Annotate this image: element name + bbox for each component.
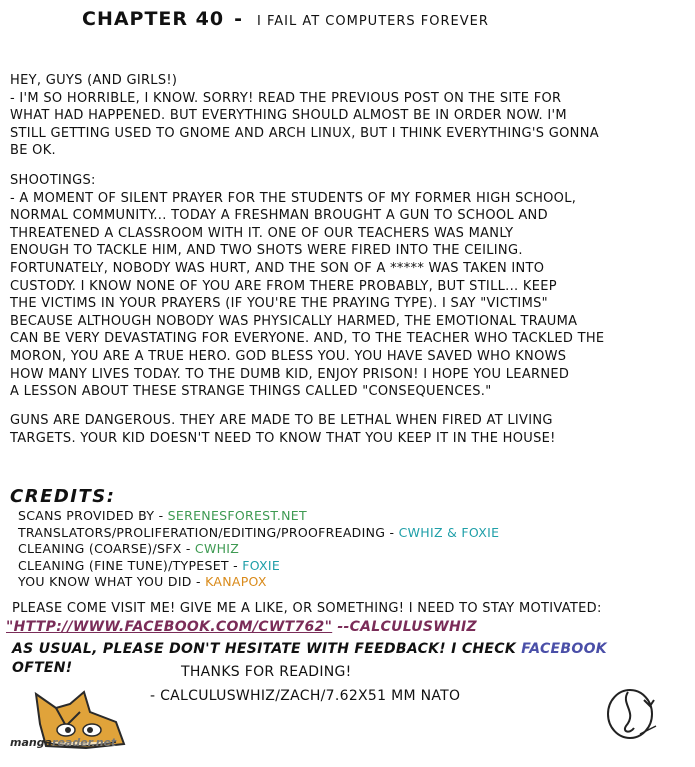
text-line: HEY, GUYS (AND GIRLS!) <box>10 73 178 88</box>
thanks-message: THANKS FOR READING! <box>181 664 352 680</box>
text-line: - A MOMENT OF SILENT PRAYER FOR THE STUDENTS OF MY FORMER HIGH SCHOOL, <box>10 190 577 206</box>
guns-paragraph <box>10 412 688 447</box>
credit-name: CWHIZ <box>194 541 240 556</box>
text-line: - I'M SO HORRIBLE, I KNOW. SORRY! READ THE PREVIOUS POST ON THE SITE FOR <box>10 90 562 106</box>
chapter-number: CHAPTER 40 <box>82 8 225 30</box>
credit-name: FOXIE <box>242 557 281 573</box>
credit-role: YOU KNOW WHAT YOU DID - <box>18 574 206 589</box>
signoff-line: - CALCULUSWHIZ/ZACH/7.62X51 MM NATO <box>150 688 461 704</box>
chapter-dash: - <box>234 8 243 30</box>
credit-role: CLEANING (COARSE)/SFX - <box>18 541 195 556</box>
signature-mark <box>600 682 662 744</box>
feedback-text: AS USUAL, PLEASE DON'T HESITATE WITH FEEDBACK! I CHECK <box>12 641 522 657</box>
text-line: BE OK. <box>10 143 56 159</box>
facebook-word: FACEBOOK <box>521 641 607 657</box>
text-line: SHOOTINGS: <box>10 173 96 188</box>
text-line: BECAUSE ALTHOUGH NOBODY WAS PHYSICALLY HARMED, THE EMOTIONAL TRAUMA <box>10 313 578 329</box>
text-line: ENOUGH TO TACKLE HIM, AND TWO SHOTS WERE FIRED INTO THE CEILING. <box>10 243 523 259</box>
credit-role: TRANSLATORS/PROLIFERATION/EDITING/PROOFREADING - <box>18 524 399 540</box>
credit-role: SCANS PROVIDED BY - <box>18 508 168 523</box>
credit-row <box>18 508 499 525</box>
text-line: HOW MANY LIVES TODAY. TO THE DUMB KID, ENJOY PRISON! I HOPE YOU LEARNED <box>10 366 570 382</box>
credit-name: KANAPOX <box>205 574 267 589</box>
facebook-link-line <box>6 619 477 635</box>
feedback-text-end: OFTEN! <box>12 660 73 676</box>
credit-name: SERENESFOREST.NET <box>167 508 307 523</box>
credit-row <box>18 574 499 591</box>
credit-row <box>18 525 499 542</box>
credit-name: CWHIZ & FOXIE <box>398 524 500 540</box>
credit-row <box>18 558 499 575</box>
url-signature: --CALCULUSWHIZ <box>332 619 477 635</box>
text-line: CAN BE VERY DEVASTATING FOR EVERYONE. AND, TO THE TEACHER WHO TACKLED THE <box>10 331 605 347</box>
text-line: NORMAL COMMUNITY... TODAY A FRESHMAN BROUGHT A GUN TO SCHOOL AND <box>10 208 548 224</box>
text-line: A LESSON ABOUT THESE STRANGE THINGS CALLED "CONSEQUENCES." <box>10 384 492 400</box>
shootings-paragraph <box>10 172 688 401</box>
text-line: MORON, YOU ARE A TRUE HERO. GOD BLESS YOU. YOU HAVE SAVED WHO KNOWS <box>10 348 567 364</box>
text-line: TARGETS. YOUR KID DOESN'T NEED TO KNOW THAT YOU KEEP IT IN THE HOUSE! <box>10 430 556 446</box>
visit-message: PLEASE COME VISIT ME! GIVE ME A LIKE, OR SOMETHING! I NEED TO STAY MOTIVATED: <box>12 601 602 616</box>
text-line: THREATENED A CLASSROOM WITH IT. ONE OF OUR TEACHERS WAS MANLY <box>10 225 514 241</box>
text-line: STILL GETTING USED TO GNOME AND ARCH LINUX, BUT I THINK EVERYTHING'S GONNA <box>10 125 599 141</box>
text-line: THE VICTIMS IN YOUR PRAYERS (IF YOU'RE THE PRAYING TYPE). I SAY "VICTIMS" <box>10 296 548 312</box>
text-line: WHAT HAD HAPPENED. BUT EVERYTHING SHOULD ALMOST BE IN ORDER NOW. I'M <box>10 108 567 124</box>
credit-role: CLEANING (FINE TUNE)/TYPESET - <box>18 557 243 573</box>
text-line: CUSTODY. I KNOW NONE OF YOU ARE FROM THERE PROBABLY, BUT STILL... KEEP <box>10 278 557 294</box>
chapter-header <box>82 8 489 30</box>
credit-row <box>18 541 499 558</box>
site-watermark: mangareader.net <box>10 736 117 749</box>
intro-paragraph <box>10 72 688 160</box>
text-line: FORTUNATELY, NOBODY WAS HURT, AND THE SON OF A ***** WAS TAKEN INTO <box>10 260 545 276</box>
chapter-subtitle: I FAIL AT COMPUTERS FOREVER <box>257 14 489 29</box>
credits-list <box>18 508 499 591</box>
credits-heading: CREDITS: <box>10 486 116 507</box>
text-line: GUNS ARE DANGEROUS. THEY ARE MADE TO BE LETHAL WHEN FIRED AT LIVING <box>10 413 553 428</box>
facebook-url-link[interactable]: "HTTP://WWW.FACEBOOK.COM/CWT762" <box>6 619 333 635</box>
